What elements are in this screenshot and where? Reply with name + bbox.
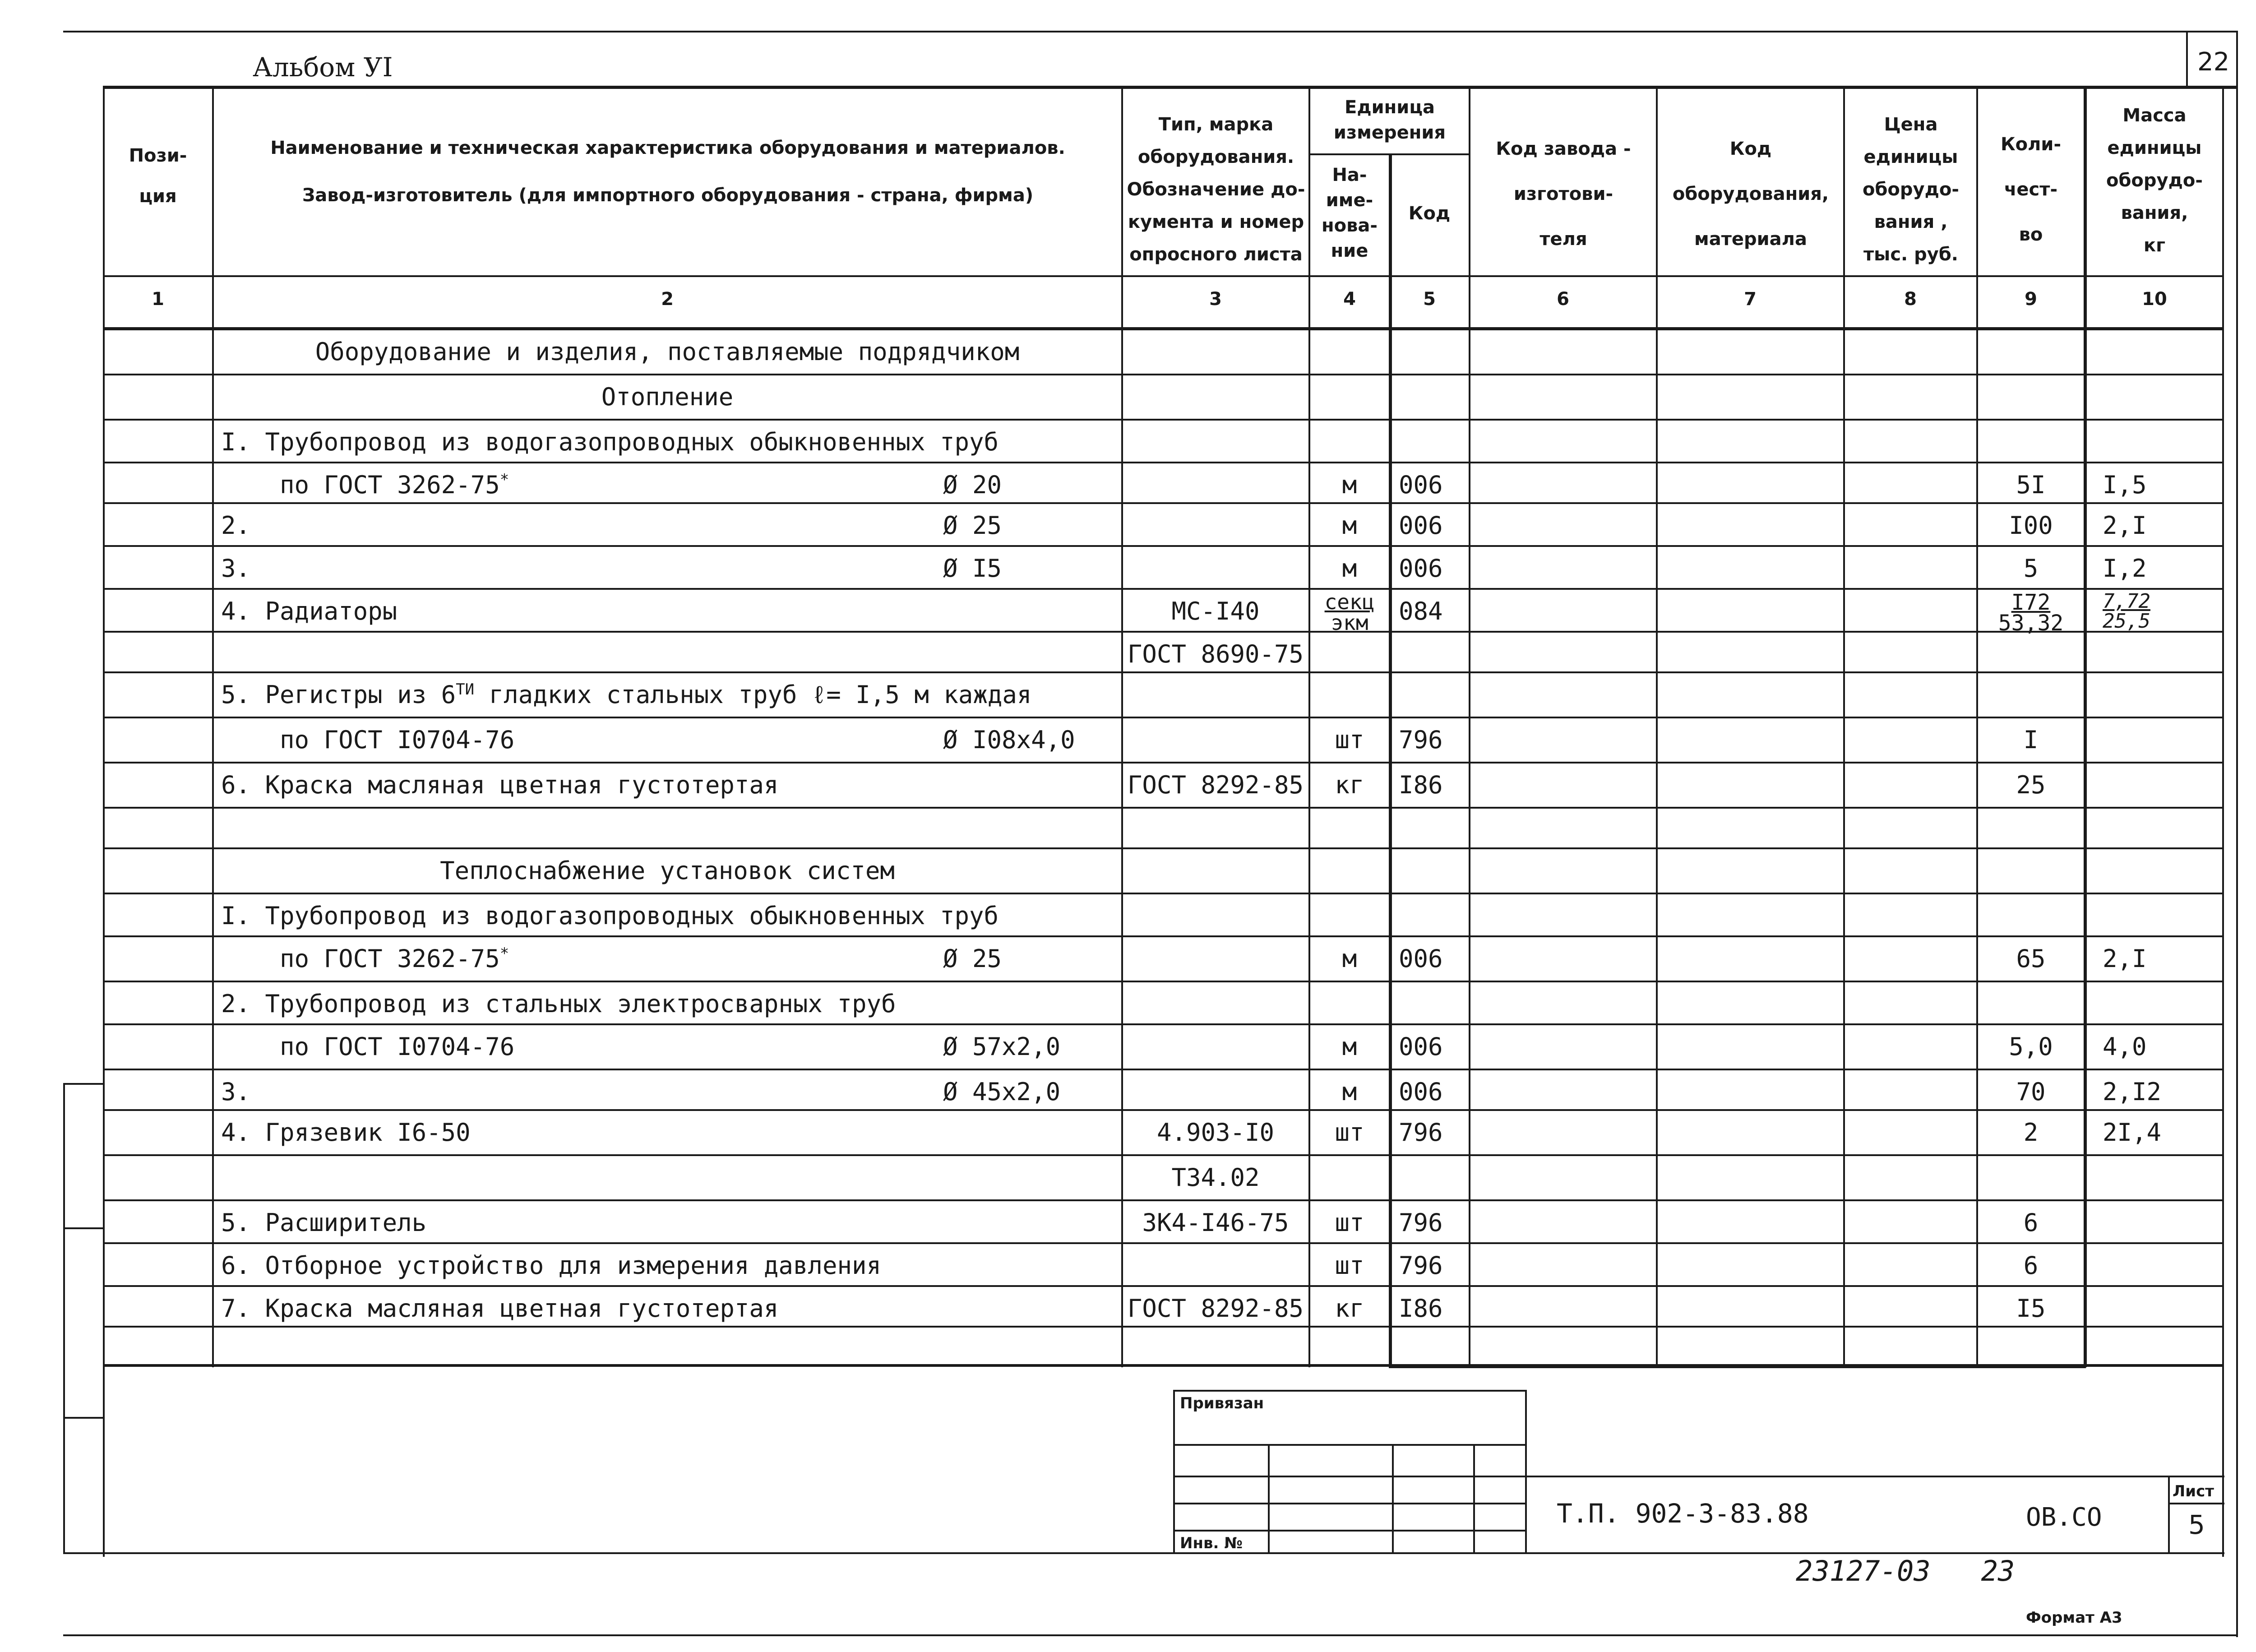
row-unit: шт [1335, 1208, 1364, 1237]
row-quantity: 25 [2016, 771, 2046, 799]
row-name [221, 990, 896, 1018]
row-name [221, 771, 778, 799]
row-type: Т34.02 [1171, 1163, 1260, 1192]
handwritten-archive-number: 23127-03 23 [1796, 1555, 2015, 1587]
col-header-quantity: Коли- чест- во [2000, 134, 2062, 245]
row-name [221, 1294, 778, 1323]
row-divider [103, 671, 2224, 673]
row-type: ГОСТ 8292-85 [1127, 1294, 1304, 1323]
row-quantity: 2 [2023, 1118, 2039, 1147]
row-quantity: 5,0 [2009, 1032, 2053, 1061]
row-section-title: Отопление [601, 383, 734, 411]
row-unit-code: 796 [1399, 1251, 1443, 1280]
row-type: ГОСТ 8690-75 [1127, 640, 1304, 668]
row-name [221, 1078, 250, 1106]
col-header-factory-code: Код завода - изготови- теля [1496, 139, 1631, 250]
row-unit-code: 084 [1399, 597, 1443, 625]
row-name [221, 902, 999, 930]
row-unit-code: 796 [1399, 726, 1443, 754]
col-number: 8 [1904, 289, 1917, 310]
row-quantity: I72 [2011, 590, 2051, 615]
row-quantity: 6 [2023, 1251, 2039, 1280]
col-header-name-line1: Наименование и техническая характеристика оборудования и материалов. [270, 138, 1065, 158]
row-name-text: 3. [221, 554, 251, 583]
document-code: Т.П. 902-3-83.88 [1557, 1498, 1809, 1529]
row-unit: м [1342, 511, 1357, 540]
stamp-inventory-label: Инв. № [1180, 1534, 1243, 1552]
row-unit-code: 006 [1399, 944, 1443, 973]
col-header-equipment-code: Код оборудования, материала [1672, 139, 1829, 250]
row-name [221, 1208, 426, 1237]
row-name-text: 6. Краска масляная цветная густотертая [221, 771, 779, 799]
row-type: МС-I40 [1171, 597, 1260, 625]
row-quantity: I00 [2009, 511, 2053, 540]
row-name-text: по ГОСТ 3262-75 [221, 471, 500, 499]
row-divider [103, 1109, 2224, 1111]
row-quantity: I [2023, 726, 2039, 754]
row-divider [103, 847, 2224, 849]
col-header-unit: Единица измерения [1333, 97, 1446, 143]
row-name [221, 511, 250, 540]
sheet-number: 5 [2188, 1509, 2205, 1540]
col-number: 9 [2025, 289, 2037, 310]
row-unit: м [1342, 1032, 1357, 1061]
row-divider [103, 502, 2224, 504]
row-name [221, 1032, 514, 1061]
row-name-text: I. Трубопровод из водогазопроводных обыкновенных труб [221, 902, 999, 930]
row-mass: 2I,4 [2103, 1118, 2162, 1147]
row-name-superscript: * [499, 471, 509, 489]
col-number: 4 [1343, 289, 1356, 310]
format-label: Формат А3 [2026, 1609, 2122, 1627]
col-number: 10 [2142, 289, 2167, 310]
row-name [221, 471, 509, 499]
row-unit: кг [1335, 1294, 1364, 1323]
row-unit-code: 006 [1399, 1078, 1443, 1106]
row-diameter: Ø 57х2,0 [943, 1032, 1061, 1061]
row-diameter: Ø I5 [943, 554, 1002, 583]
row-unit: шт [1335, 1118, 1364, 1147]
row-mass: 2,I2 [2103, 1078, 2162, 1106]
row-mass: 7,72 [2103, 590, 2150, 613]
row-name [221, 597, 397, 625]
row-mass: 2,I [2103, 511, 2147, 540]
row-mass: 2,I [2103, 944, 2147, 973]
row-name-text: по ГОСТ 3262-75 [221, 944, 500, 973]
row-divider [103, 1364, 2224, 1366]
row-divider [103, 462, 2224, 463]
row-divider [103, 1326, 2224, 1328]
row-diameter: Ø 25 [943, 944, 1002, 973]
row-name-text: 2. Трубопровод из стальных электросварных труб [221, 990, 896, 1018]
row-quantity: 5I [2016, 471, 2046, 499]
row-name-text: 4. Радиаторы [221, 597, 398, 625]
row-divider [103, 588, 2224, 590]
row-name [221, 944, 509, 973]
row-name-text: 7. Краска масляная цветная густотертая [221, 1294, 779, 1323]
row-divider [103, 374, 2224, 375]
row-diameter: Ø I08х4,0 [943, 726, 1075, 754]
row-divider [103, 717, 2224, 718]
row-diameter: Ø 45х2,0 [943, 1078, 1061, 1106]
row-name-superscript: * [499, 944, 509, 963]
col-header-unit-name: На- име- нова- ние [1321, 165, 1378, 261]
row-name [221, 680, 1031, 711]
row-mass: 4,0 [2103, 1032, 2147, 1061]
row-unit: секц [1324, 590, 1375, 614]
row-quantity: 70 [2016, 1078, 2046, 1106]
col-header-position: Пози- ция [129, 145, 187, 207]
row-unit-code: I86 [1399, 771, 1443, 799]
col-header-type: Тип, марка оборудования. Обозначение до- кумента и номер опросного листа [1127, 114, 1305, 265]
page-corner-number: 22 [2197, 47, 2230, 77]
row-unit-code: 006 [1399, 554, 1443, 583]
row-divider [103, 631, 2224, 633]
stamp-bound-label: Привязан [1180, 1394, 1264, 1412]
row-unit-code: 796 [1399, 1208, 1443, 1237]
col-header-mass: Масса единицы оборудо- вания, кг [2106, 105, 2203, 256]
row-divider [103, 893, 2224, 894]
row-type: ГОСТ 8292-85 [1127, 771, 1304, 799]
row-unit: м [1342, 1078, 1357, 1106]
row-name-text: 6. Отборное устройство для измерения давления [221, 1251, 881, 1280]
row-name-text: I. Трубопровод из водогазопроводных обыкновенных труб [221, 428, 999, 456]
row-quantity: 5 [2023, 554, 2039, 583]
row-divider [103, 1199, 2224, 1201]
col-number: 2 [661, 289, 674, 310]
row-section-title: Оборудование и изделия, поставляемые подрядчиком [315, 338, 1020, 366]
row-unit-code: 006 [1399, 1032, 1443, 1061]
row-type: 3К4-I46-75 [1142, 1208, 1289, 1237]
row-unit: м [1342, 944, 1357, 973]
row-unit: шт [1335, 1251, 1364, 1280]
row-quantity: 53,32 [1998, 611, 2064, 636]
row-unit-code: 006 [1399, 511, 1443, 540]
row-mass: I,5 [2103, 471, 2147, 499]
row-quantity: I5 [2016, 1294, 2046, 1323]
row-divider [103, 1285, 2224, 1287]
row-divider [103, 762, 2224, 764]
row-unit: кг [1335, 771, 1364, 799]
col-header-price: Цена единицы оборудо- вания , тыс. руб. [1863, 114, 1959, 265]
row-divider [103, 1069, 2224, 1070]
row-diameter: Ø 20 [943, 471, 1002, 499]
row-quantity: 6 [2023, 1208, 2039, 1237]
row-name [221, 428, 999, 456]
row-section-title: Теплоснабжение установок систем [440, 856, 895, 885]
col-number: 3 [1209, 289, 1222, 310]
row-quantity: 65 [2016, 944, 2046, 973]
row-name-text: 5. Регистры из 6 [221, 680, 456, 709]
row-name-text: 4. Грязевик I6-50 [221, 1118, 471, 1147]
row-divider [103, 1154, 2224, 1156]
row-divider [103, 1023, 2224, 1025]
row-name-text: 5. Расширитель [221, 1208, 427, 1237]
row-unit: м [1342, 554, 1357, 583]
row-name-superscript: ТИ [456, 680, 475, 699]
row-name-text: по ГОСТ I0704-76 [221, 726, 515, 754]
row-type: 4.903-I0 [1156, 1118, 1275, 1147]
section-code: ОВ.СО [2026, 1503, 2102, 1532]
col-header-unit-code: Код [1408, 203, 1451, 224]
row-unit: экм [1331, 611, 1368, 635]
row-name-tail: гладких стальных труб ℓ= I,5 м каждая [474, 680, 1032, 709]
sheet-label: Лист [2173, 1482, 2214, 1500]
row-divider [103, 935, 2224, 937]
row-name [221, 554, 250, 583]
row-mass: I,2 [2103, 554, 2147, 583]
col-number: 1 [152, 289, 164, 310]
row-name [221, 1251, 881, 1280]
row-name-text: 2. [221, 511, 251, 540]
row-divider [103, 419, 2224, 421]
row-diameter: Ø 25 [943, 511, 1002, 540]
row-unit-code: 796 [1399, 1118, 1443, 1147]
row-divider [103, 545, 2224, 547]
row-divider [103, 1242, 2224, 1244]
row-name-text: 3. [221, 1078, 251, 1106]
row-name [221, 1118, 471, 1147]
row-mass: 25,5 [2103, 610, 2150, 633]
row-unit-code: 006 [1399, 471, 1443, 499]
row-divider [103, 807, 2224, 809]
col-number: 5 [1423, 289, 1436, 310]
album-title: Альбом УI [253, 52, 393, 83]
col-header-name-line2: Завод-изготовитель (для импортного оборудования - страна, фирма) [302, 185, 1034, 206]
row-name [221, 726, 514, 754]
col-number: 7 [1744, 289, 1757, 310]
row-unit: шт [1335, 726, 1364, 754]
row-unit: м [1342, 471, 1357, 499]
row-unit-code: I86 [1399, 1294, 1443, 1323]
row-divider [103, 981, 2224, 982]
col-number: 6 [1557, 289, 1569, 310]
row-name-text: по ГОСТ I0704-76 [221, 1032, 515, 1061]
